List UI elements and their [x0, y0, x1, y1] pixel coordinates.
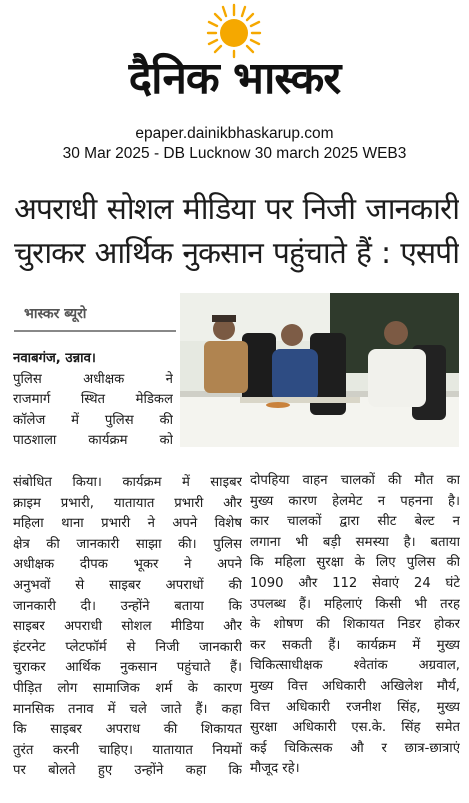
article-headline — [14, 188, 459, 276]
text-line: कर सकती हैं। कार्यक्रम में मुख्य — [250, 637, 460, 653]
dateline: नवाबगंज, उन्नाव। — [13, 351, 96, 366]
headline-line: चुराकर आर्थिक नुकसान पहुंचाते हैं : एसपी — [14, 236, 459, 271]
text-line: अधीक्षक दीपक भूकर ने अपने — [13, 557, 242, 573]
text-line: महिला थाना प्रभारी ने अपने विशेष — [13, 516, 242, 532]
text-line: अनुभवों से साइबर अपराधों की — [13, 577, 242, 593]
text-line: क्राइम प्रभारी, यातायात प्रभारी और — [13, 495, 242, 511]
text-line: उपलब्ध हैं। महिलाएं किसी भी तरह — [250, 596, 460, 612]
text-line: लगाना भी बड़ी समस्या है। बताया — [250, 534, 460, 550]
text-line: कार चालकों द्वारा सीट बेल्ट न — [250, 514, 460, 530]
text-line: साइबर अपराधी सोशल मीडिया और — [13, 619, 242, 635]
newspaper-logo: दैनिक भास्कर — [128, 53, 341, 104]
text-line: चिकित्साधीक्षक श्वेतांक अग्रवाल, — [250, 658, 460, 674]
article-column-top — [13, 349, 173, 452]
text-line: कि साइबर अपराध की शिकायत — [13, 722, 242, 738]
epaper-url[interactable]: epaper.dainikbhaskarup.com — [135, 125, 334, 142]
text-line: पर बोलते हुए उन्होंने कहा कि — [13, 763, 242, 779]
text-line: दोपहिया वाहन चालकों की मौत का — [250, 473, 460, 488]
text-line: जानकारी दी। उन्होंने बताया कि — [13, 598, 242, 614]
byline: भास्कर ब्यूरो — [24, 306, 87, 322]
text-line: चुराकर आर्थिक नुकसान पहुंचाते हैं। — [13, 660, 242, 676]
text-line: वित्त अधिकारी रजनीश सिंह, मुख्य — [250, 699, 460, 715]
text-line: राजमार्ग स्थित मेडिकल — [13, 392, 173, 408]
text-line: मुख्य वित्त अधिकारी अखिलेश मौर्य, — [250, 678, 460, 694]
text-line: कॉलेज में पुलिस की — [13, 412, 173, 428]
article-photo — [180, 293, 459, 447]
text-line: पीड़ित लोग सामाजिक शर्म के कारण — [13, 680, 242, 696]
text-line: 1090 और 112 सेवाएं 24 घंटे — [250, 575, 460, 591]
text-line: इंटरनेट प्लेटफॉर्म से निजी जानकारी — [13, 639, 242, 655]
text-line: सुरक्षा अधिकारी एस.के. सिंह समेत — [250, 720, 460, 736]
edition-date: 30 Mar 2025 - DB Lucknow 30 march 2025 WEB3 — [62, 145, 407, 162]
text-line: तुरंत करनी चाहिए। यातायात नियमों — [13, 742, 242, 758]
article-column-left — [13, 473, 242, 782]
headline-line: अपराधी सोशल मीडिया पर निजी जानकारी — [14, 192, 459, 227]
text-line: पाठशाला कार्यक्रम को — [13, 433, 173, 449]
text-line: मुख्य कारण हेलमेट न पहनना है। — [250, 493, 460, 509]
text-line: कई चिकित्सक औ र छात्र-छात्राएं — [250, 740, 460, 756]
byline-divider — [14, 330, 176, 332]
text-line: संबोधित किया। कार्यक्रम में साइबर — [13, 475, 242, 490]
text-line: मानसिक तनाव में चले जाते हैं। कहा — [13, 701, 242, 717]
text-line: क्षेत्र की जानकारी साझा की। पुलिस — [13, 536, 242, 552]
text-line: पुलिस अधीक्षक ने — [13, 371, 173, 387]
text-line: कि महिला सुरक्षा के लिए पुलिस की — [250, 555, 460, 571]
text-line: के शोषण की शिकायत निडर होकर — [250, 617, 460, 633]
text-line: मौजूद रहे। — [250, 761, 300, 777]
article-column-right — [250, 471, 460, 780]
